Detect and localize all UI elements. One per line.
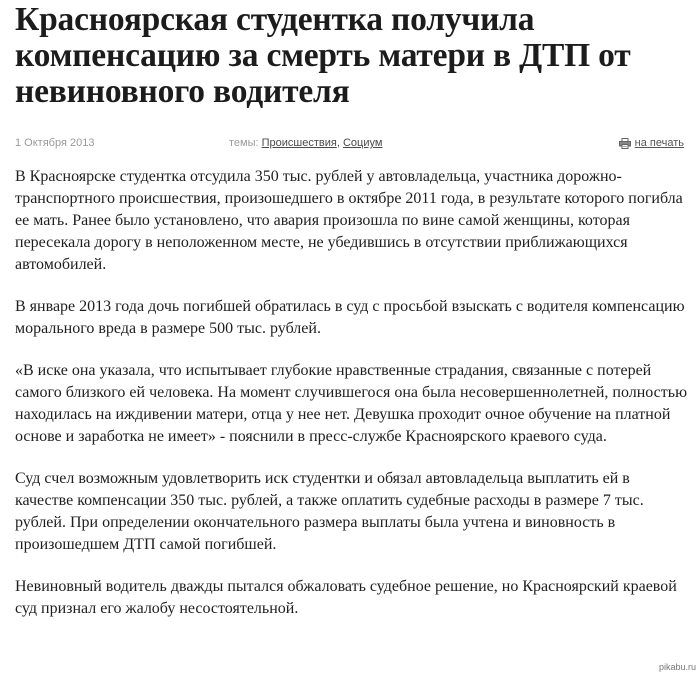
- paragraph-5: Невиновный водитель дважды пытался обжаловать судебное решение, но Красноярский краевой суд признал его жалобу несостоятельной.: [15, 578, 677, 617]
- topic-link-incidents[interactable]: Происшествия: [261, 137, 337, 149]
- topic-link-society[interactable]: Социум: [342, 137, 383, 149]
- topics-separator: ,: [336, 137, 340, 149]
- article-title: Красноярская студентка получила компенсацию за смерть матери в ДТП от невиновного водителя: [15, 1, 631, 110]
- article: [15, 0, 687, 640]
- watermark: pikabu.ru: [658, 662, 696, 672]
- paragraph-3: «В иске она указала, что испытывает глубокие нравственные страдания, связанные с потерей самого близкого ей человека. На момент случившегося она была несовершеннолетней, полностью находилась на иждивении матери, отца у нее нет. Девушка проходит очное обучение на платной основе и заработка не имеет» - пояснили в пресс-службе Красноярского краевого суда.: [15, 362, 688, 445]
- print-label[interactable]: на печать: [634, 137, 684, 149]
- paragraph-4: Суд счел возможным удовлетворить иск студентки и обязал автовладельца выплатить ей в качестве компенсации 350 тыс. рублей, а также оплатить судебные расходы в размере 7 тыс. рублей. При определении окончательного размера выплаты была учтена и виновность в произошедшем ДТП самой погибшей.: [15, 470, 644, 553]
- topics-label: темы:: [229, 137, 259, 149]
- article-body: [15, 166, 687, 620]
- article-meta: [15, 137, 687, 155]
- topics: [229, 137, 382, 149]
- printer-icon[interactable]: [619, 138, 631, 149]
- publish-date: 1 Октября 2013: [15, 137, 95, 149]
- paragraph-1: В Красноярске студентка отсудила 350 тыс. рублей у автовладельца, участника дорожно-транспортного происшествия, произошедшего в октябре 2011 года, в результате которого погибла ее мать. Ранее было установлено, что авария произошла по вине самой женщины, которая пересекала дорогу в неположенном месте, не убедившись в отсутствии приближающихся автомобилей.: [15, 168, 683, 273]
- paragraph-2: В январе 2013 года дочь погибшей обратилась в суд с просьбой взыскать с водителя компенсацию морального вреда в размере 500 тыс. рублей.: [15, 298, 685, 337]
- print-link[interactable]: [619, 137, 684, 149]
